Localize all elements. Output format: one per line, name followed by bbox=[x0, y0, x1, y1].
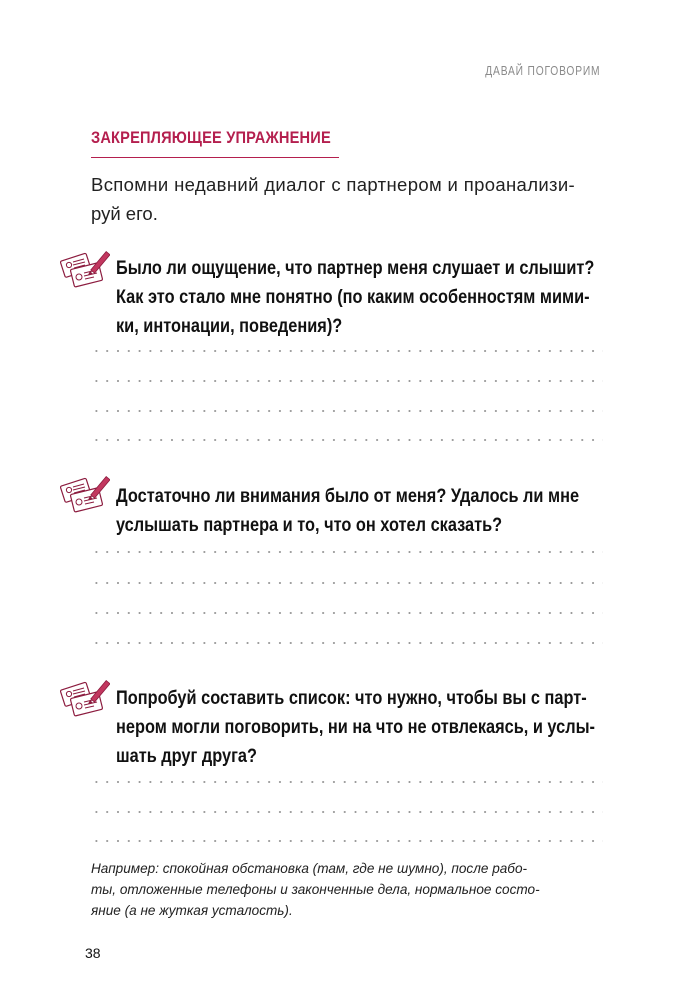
answer-line[interactable] bbox=[91, 551, 603, 553]
question-line: Достаточно ли внимания было от меня? Удалось ли мне bbox=[116, 486, 580, 507]
question-line: Как это стало мне понятно (по каким особенностям мими- bbox=[116, 287, 590, 308]
question-3 bbox=[116, 684, 595, 771]
answer-line[interactable] bbox=[91, 439, 603, 441]
running-head: ДАВАЙ ПОГОВОРИМ bbox=[484, 64, 600, 78]
answer-line[interactable] bbox=[91, 380, 603, 382]
answer-line[interactable] bbox=[91, 781, 603, 783]
question-line: ки, интонации, поведения)? bbox=[116, 316, 343, 337]
intro-text bbox=[91, 170, 606, 228]
answer-line[interactable] bbox=[91, 840, 603, 842]
question-line: Попробуй составить список: что нужно, чтобы вы с парт- bbox=[116, 688, 587, 709]
answer-line[interactable] bbox=[91, 582, 603, 584]
answer-line[interactable] bbox=[91, 410, 603, 412]
example-line: яние (а не жуткая усталость). bbox=[91, 902, 293, 918]
question-line: шать друг друга? bbox=[116, 746, 257, 767]
answer-line[interactable] bbox=[91, 612, 603, 614]
example-line: Например: спокойная обстановка (там, где не шумно), после рабо- bbox=[91, 860, 528, 876]
answer-line[interactable] bbox=[91, 811, 603, 813]
intro-line: руй его. bbox=[91, 203, 158, 224]
example-note bbox=[91, 858, 595, 921]
page-number: 38 bbox=[85, 945, 101, 961]
question-line: Было ли ощущение, что партнер меня слушает и слышит? bbox=[116, 258, 595, 279]
notes-pencil-icon bbox=[60, 244, 110, 288]
intro-line: Вспомни недавний диалог с партнером и проанализи- bbox=[91, 174, 576, 195]
example-line: ты, отложенные телефоны и законченные дела, нормальное состо- bbox=[91, 881, 540, 897]
question-1 bbox=[116, 254, 594, 341]
question-2 bbox=[116, 482, 579, 540]
notes-pencil-icon bbox=[60, 673, 110, 717]
question-line: услышать партнера и то, что он хотел сказать? bbox=[116, 515, 503, 536]
section-title: ЗАКРЕПЛЯЮЩЕЕ УПРАЖНЕНИЕ bbox=[91, 128, 331, 147]
answer-line[interactable] bbox=[91, 642, 603, 644]
notes-pencil-icon bbox=[60, 469, 110, 513]
question-line: нером могли поговорить, ни на что не отвлекаясь, и услы- bbox=[116, 717, 595, 738]
answer-line[interactable] bbox=[91, 350, 603, 352]
section-title-underline bbox=[91, 157, 339, 158]
